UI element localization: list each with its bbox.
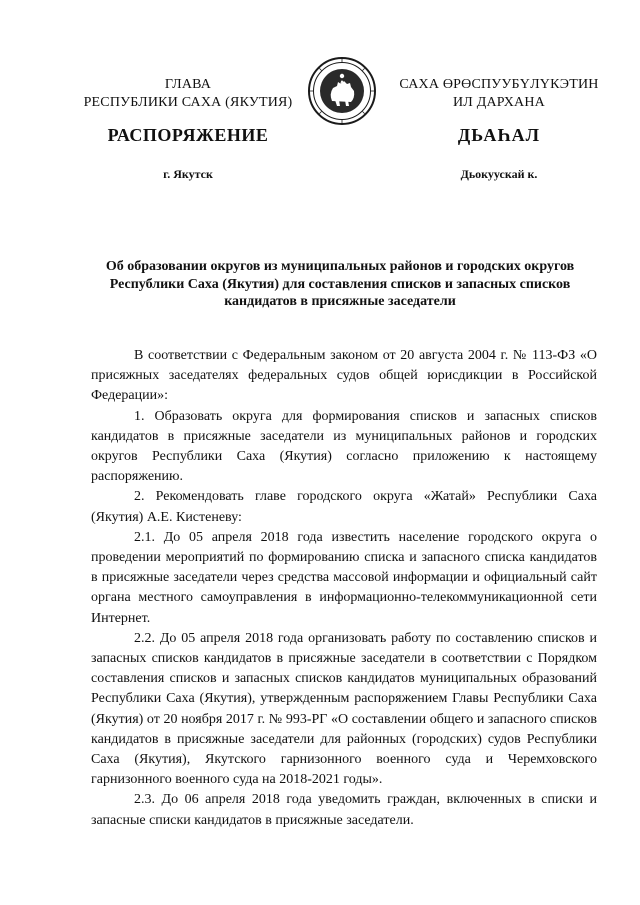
city-sakha: Дьокуускай к.	[460, 167, 538, 181]
issuer-title-sakha-line2: ИЛ ДАРХАНА	[452, 95, 545, 110]
document-type-russian: РАСПОРЯЖЕНИЕ	[107, 125, 269, 145]
city-russian: г. Якутск	[163, 167, 213, 181]
paragraph-item-2-1: 2.1. До 05 апреля 2018 года известить население городского округа о проведении мероприятий по формированию списка и запасного списка кандидатов в присяжные заседатели через средства массовой информации и официальный сайт органа местного самоуправления в информационно-телекоммуникационной сети Интернет.	[91, 529, 597, 626]
issuer-header-russian	[78, 76, 298, 112]
paragraph-item-2-3: 2.3. До 06 апреля 2018 года уведомить граждан, включенных в списки и запасные списки кандидатов в присяжные заседатели.	[91, 792, 597, 828]
paragraph-preamble: В соответствии с Федеральным законом от 20 августа 2004 г. № 113-ФЗ «О присяжных заседателях федеральных судов общей юрисдикции в Российской Федерации»:	[91, 348, 597, 404]
document-body	[91, 346, 597, 831]
issuer-title-line2: РЕСПУБЛИКИ САХА (ЯКУТИЯ)	[83, 95, 293, 110]
paragraph-item-1: 1. Образовать округа для формирования списков и запасных списков кандидатов в присяжные заседатели из муниципальных районов и городских округов Республики Саха (Якутия) согласно приложению к настоящему распоряжению.	[91, 408, 597, 485]
document-type-sakha: ДЬАҺАЛ	[457, 125, 541, 145]
issuer-title-sakha-line1: САХА ӨРӨСПУУБҮЛҮКЭТИН	[399, 77, 599, 92]
paragraph-item-2: 2. Рекомендовать главе городского округа «Жатай» Республики Саха (Якутия) А.Е. Кистеневу:	[91, 489, 597, 525]
coat-of-arms-emblem-icon	[307, 56, 377, 126]
paragraph-item-2-2: 2.2. До 05 апреля 2018 года организовать работу по составлению списков и запасных списков кандидатов в присяжные заседатели в соответствии с Порядком составления списков и запасных списков кандидатов муниципальных образований Республики Саха (Якутия), утвержденным распоряжением Главы Республики Саха (Якутия) от 20 ноября 2017 г. № 993-РГ «О составлении общего и запасного списков кандидатов в присяжные заседатели для районных (городских) судов Республики Саха (Якутия), Якутского гарнизонного военного суда и Черемховского гарнизонного военного суда на 2018-2021 годы».	[91, 630, 597, 788]
document-title: Об образовании округов из муниципальных районов и городских округов Республики Саха (Якутия) для составления списков и запасных списков кандидатов в присяжные заседатели	[105, 259, 575, 309]
issuer-title-line1: ГЛАВА	[164, 77, 212, 92]
issuer-header-sakha	[388, 76, 610, 112]
